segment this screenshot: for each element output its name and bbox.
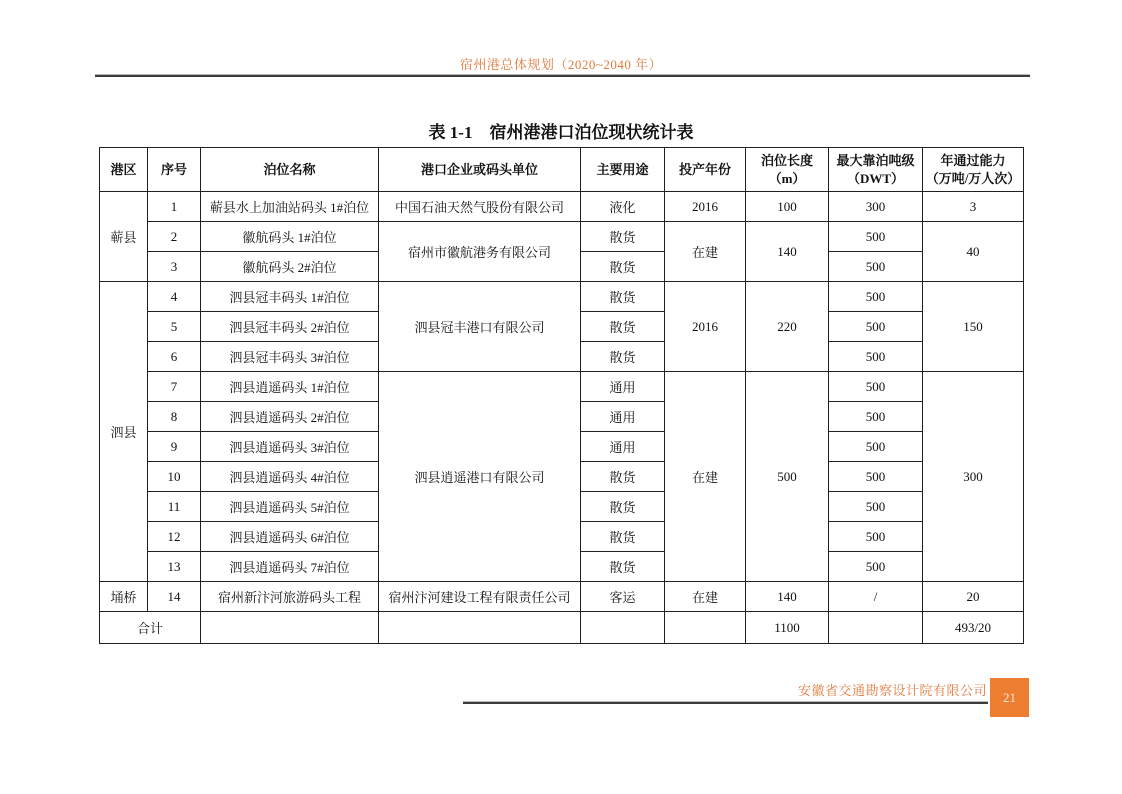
- table-cell: 11: [148, 492, 201, 522]
- table-cell: 泗县逍遥码头 6#泊位: [201, 522, 379, 552]
- table-cell: 散货: [581, 252, 665, 282]
- berth-status-table: [99, 147, 1024, 644]
- table-cell: 中国石油天然气股份有限公司: [379, 192, 581, 222]
- table-cell: 客运: [581, 582, 665, 612]
- table-cell: 蕲县: [100, 192, 148, 282]
- table-cell: 泗县冠丰码头 2#泊位: [201, 312, 379, 342]
- table-cell: 100: [746, 192, 829, 222]
- table-row: [100, 372, 1024, 402]
- table-cell: 500: [829, 342, 923, 372]
- col-header-line: 最大靠泊吨级: [836, 152, 915, 168]
- table-cell: 蕲县水上加油站码头 1#泊位: [201, 192, 379, 222]
- table-cell: 300: [923, 372, 1024, 582]
- table-cell: 泗县冠丰码头 3#泊位: [201, 342, 379, 372]
- table-cell: [829, 612, 923, 644]
- col-header-berth-name: [201, 148, 379, 192]
- header-rule: [95, 74, 1030, 77]
- table-cell: 通用: [581, 402, 665, 432]
- table-cell: 500: [829, 492, 923, 522]
- table-cell: [665, 612, 746, 644]
- col-header-main-use: [581, 148, 665, 192]
- table-cell: 泗县逍遥码头 7#泊位: [201, 552, 379, 582]
- table-cell: 徽航码头 2#泊位: [201, 252, 379, 282]
- table-cell: 500: [829, 222, 923, 252]
- table-cell: 220: [746, 282, 829, 372]
- col-header-line: 主要用途: [596, 161, 649, 177]
- table-cell: [581, 612, 665, 644]
- page-number-badge: 21: [990, 678, 1029, 717]
- table-cell: 散货: [581, 522, 665, 552]
- table-cell: 20: [923, 582, 1024, 612]
- table-cell: 500: [829, 372, 923, 402]
- table-cell: 500: [829, 402, 923, 432]
- table-cell: 泗县逍遥码头 2#泊位: [201, 402, 379, 432]
- table-cell: 3: [148, 252, 201, 282]
- table-cell: 40: [923, 222, 1024, 282]
- table-cell: [379, 612, 581, 644]
- table-cell: 泗县: [100, 282, 148, 582]
- footer-company-name: 安徽省交通勘察设计院有限公司: [797, 683, 987, 698]
- table-cell-total-label: 合计: [100, 612, 201, 644]
- col-header-line: 泊位名称: [263, 161, 316, 177]
- table-cell: 140: [746, 582, 829, 612]
- table-cell: 13: [148, 552, 201, 582]
- col-header-berth-length: [746, 148, 829, 192]
- table-cell: 300: [829, 192, 923, 222]
- table-row: [100, 282, 1024, 312]
- col-header-serial: [148, 148, 201, 192]
- table-cell: 500: [829, 252, 923, 282]
- col-header-line: （万吨/万人次）: [925, 170, 1021, 186]
- col-header-line: 泊位长度: [760, 152, 813, 168]
- col-header-line: 年通过能力: [940, 152, 1006, 168]
- table-cell: 3: [923, 192, 1024, 222]
- table-cell: 泗县冠丰港口有限公司: [379, 282, 581, 372]
- table-cell: 1: [148, 192, 201, 222]
- footer-rule: [463, 701, 988, 704]
- col-header-year: [665, 148, 746, 192]
- table-cell: 500: [829, 462, 923, 492]
- table-total-row: [100, 612, 1024, 644]
- table-cell: 通用: [581, 432, 665, 462]
- table-cell: 液化: [581, 192, 665, 222]
- table-cell: 4: [148, 282, 201, 312]
- table-cell: 140: [746, 222, 829, 282]
- table-cell: 泗县逍遥码头 3#泊位: [201, 432, 379, 462]
- table-cell: 8: [148, 402, 201, 432]
- table-cell: /: [829, 582, 923, 612]
- table-cell: 500: [829, 432, 923, 462]
- table-cell: 散货: [581, 492, 665, 522]
- table-cell: 1100: [746, 612, 829, 644]
- table-cell: 493/20: [923, 612, 1024, 644]
- col-header-annual-capacity: [923, 148, 1024, 192]
- col-header-enterprise: [379, 148, 581, 192]
- table-cell: 徽航码头 1#泊位: [201, 222, 379, 252]
- table-cell: 2016: [665, 282, 746, 372]
- table-cell: 泗县逍遥港口有限公司: [379, 372, 581, 582]
- table-cell: 12: [148, 522, 201, 552]
- col-header-line: 序号: [160, 161, 187, 177]
- table-cell: 散货: [581, 342, 665, 372]
- table-header-row: [100, 148, 1024, 192]
- table-cell: 500: [746, 372, 829, 582]
- col-header-line: （DWT）: [846, 170, 905, 186]
- table-cell: 2: [148, 222, 201, 252]
- table-cell: 泗县逍遥码头 4#泊位: [201, 462, 379, 492]
- table-cell: 在建: [665, 582, 746, 612]
- table-cell: 500: [829, 552, 923, 582]
- col-header-line: 投产年份: [678, 161, 731, 177]
- table-cell: 2016: [665, 192, 746, 222]
- table-caption: 表 1-1 宿州港港口泊位现状统计表: [428, 123, 694, 142]
- table-row: [100, 222, 1024, 252]
- table-cell: 5: [148, 312, 201, 342]
- col-header-max-dwt: [829, 148, 923, 192]
- table-cell: 500: [829, 312, 923, 342]
- table-cell: [201, 612, 379, 644]
- table-cell: 在建: [665, 222, 746, 282]
- table-cell: 150: [923, 282, 1024, 372]
- table-cell: 500: [829, 282, 923, 312]
- table-cell: 泗县冠丰码头 1#泊位: [201, 282, 379, 312]
- table-cell: 散货: [581, 312, 665, 342]
- table-cell: 泗县逍遥码头 1#泊位: [201, 372, 379, 402]
- table-cell: 通用: [581, 372, 665, 402]
- table-cell: 散货: [581, 462, 665, 492]
- table-row: [100, 582, 1024, 612]
- table-cell: 散货: [581, 552, 665, 582]
- table-cell: 9: [148, 432, 201, 462]
- table-cell: 10: [148, 462, 201, 492]
- table-cell: 宿州汴河建设工程有限责任公司: [379, 582, 581, 612]
- col-header-line: （m）: [768, 170, 806, 186]
- running-header-title: 宿州港总体规划（2020~2040 年）: [459, 57, 663, 72]
- col-header-line: 港区: [110, 161, 137, 177]
- table-cell: 宿州新汴河旅游码头工程: [201, 582, 379, 612]
- table-cell: 埇桥: [100, 582, 148, 612]
- table-cell: 散货: [581, 282, 665, 312]
- table-cell: 宿州市徽航港务有限公司: [379, 222, 581, 282]
- table-cell: 6: [148, 342, 201, 372]
- table-row: [100, 192, 1024, 222]
- table-cell: 散货: [581, 222, 665, 252]
- col-header-line: 港口企业或码头单位: [420, 161, 538, 177]
- table-cell: 7: [148, 372, 201, 402]
- col-header-port-area: [100, 148, 148, 192]
- table-cell: 在建: [665, 372, 746, 582]
- table-cell: 14: [148, 582, 201, 612]
- berth-status-table-container: [99, 147, 1024, 644]
- table-cell: 泗县逍遥码头 5#泊位: [201, 492, 379, 522]
- table-cell: 500: [829, 522, 923, 552]
